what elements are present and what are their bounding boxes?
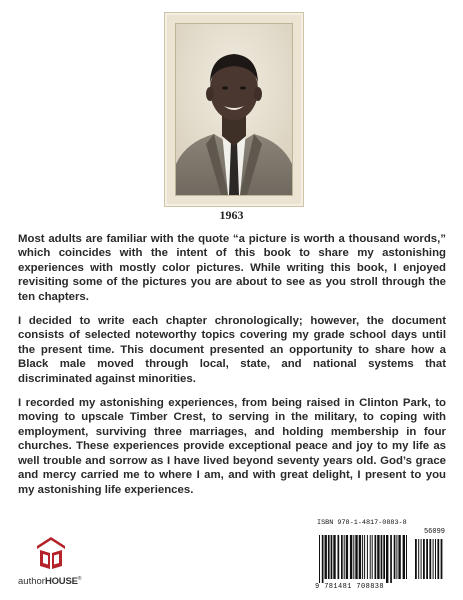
barcode-bar [331, 535, 333, 579]
barcode-bar [396, 535, 397, 579]
photo-caption-year: 1963 [219, 208, 244, 222]
barcode-bar [375, 535, 377, 579]
barcode-bar [398, 535, 400, 579]
barcode-bar [406, 535, 407, 579]
barcode-bar [353, 535, 354, 579]
barcode-addon-bar [423, 539, 425, 579]
barcode-bar [390, 535, 392, 583]
barcode-addon-bar [429, 539, 431, 579]
barcode-bar [325, 535, 327, 579]
barcode-bar [383, 535, 385, 579]
barcode-bars [315, 527, 445, 583]
barcode-addon-bar [441, 539, 443, 579]
barcode-bar [367, 535, 368, 579]
publisher-name-part1: author [18, 576, 45, 588]
barcode-bar [350, 535, 352, 579]
barcode-bar [322, 535, 324, 583]
barcode-bar [394, 535, 396, 579]
barcode-bar [344, 535, 345, 579]
paragraph-2: I decided to write each chapter chronologically; however, the document consists of selected noteworthy topics covering my grade school days until the present time. This document presented an opportunity to share how a Black male moved through local, state, and national systems that discriminated against minorities. [18, 315, 446, 385]
barcode-bar [370, 535, 371, 579]
barcode-digits: 9 781481 708838 [315, 583, 385, 591]
publisher-logo [18, 536, 92, 594]
barcode-bar [341, 535, 343, 579]
barcode-bar [338, 535, 340, 579]
barcode-bar [328, 535, 330, 579]
publisher-name [18, 576, 81, 587]
barcode-bar [377, 535, 379, 579]
barcode-bar [403, 535, 405, 579]
barcode-addon-bar [415, 539, 417, 579]
barcode-bar [355, 535, 357, 579]
registered-mark: ® [77, 576, 82, 582]
barcode-addon-bar [437, 539, 439, 579]
author-photo [175, 23, 293, 196]
barcode-bar [364, 535, 365, 579]
author-photo-frame [164, 12, 304, 207]
barcode-bar [346, 535, 348, 579]
barcode-addon-bar [418, 539, 419, 579]
isbn-barcode [309, 517, 449, 593]
barcode-bar [381, 535, 383, 579]
portrait-image [176, 24, 292, 195]
barcode-addon-bar [435, 539, 436, 579]
barcode-bar [386, 535, 388, 583]
barcode-addon-bar [421, 539, 422, 579]
barcode-bar [372, 535, 373, 579]
book-house-logo-icon [36, 536, 66, 570]
paragraph-3: I recorded my astonishing experiences, from being raised in Clinton Park, to moving to upscale Timber Crest, to serving in the military, to coping with employment, surviving three marriages, and holding membership in four churches. These experiences provide exceptional peace and joy to my life as well trouble and sorrow as I have lived beyond seventy years old. God’s grace and mercy carried me to where I am, and with great delight, I present to you my astonishing life experiences. [18, 397, 446, 496]
publisher-name-part2: HOUSE [44, 576, 78, 588]
back-cover-text [18, 232, 446, 507]
barcode-bar [333, 535, 335, 579]
paragraph-1: Most adults are familiar with the quote “a picture is worth a thousand words,” which coincides with the intent of this book to share my astonishing experiences with mostly color pictures. While writing this book, I enjoyed revisiting some of the pictures you are about to see as you stroll through the ten chapters. [18, 233, 446, 303]
barcode-bar [362, 535, 363, 579]
price-code: 56099 [423, 528, 445, 536]
barcode-addon-bar [433, 539, 434, 579]
barcode-bar [319, 535, 320, 583]
barcode-addon-bar [426, 539, 428, 579]
isbn-text: ISBN 978-1-4817-0883-8 [317, 519, 407, 527]
barcode-bar [359, 535, 361, 579]
